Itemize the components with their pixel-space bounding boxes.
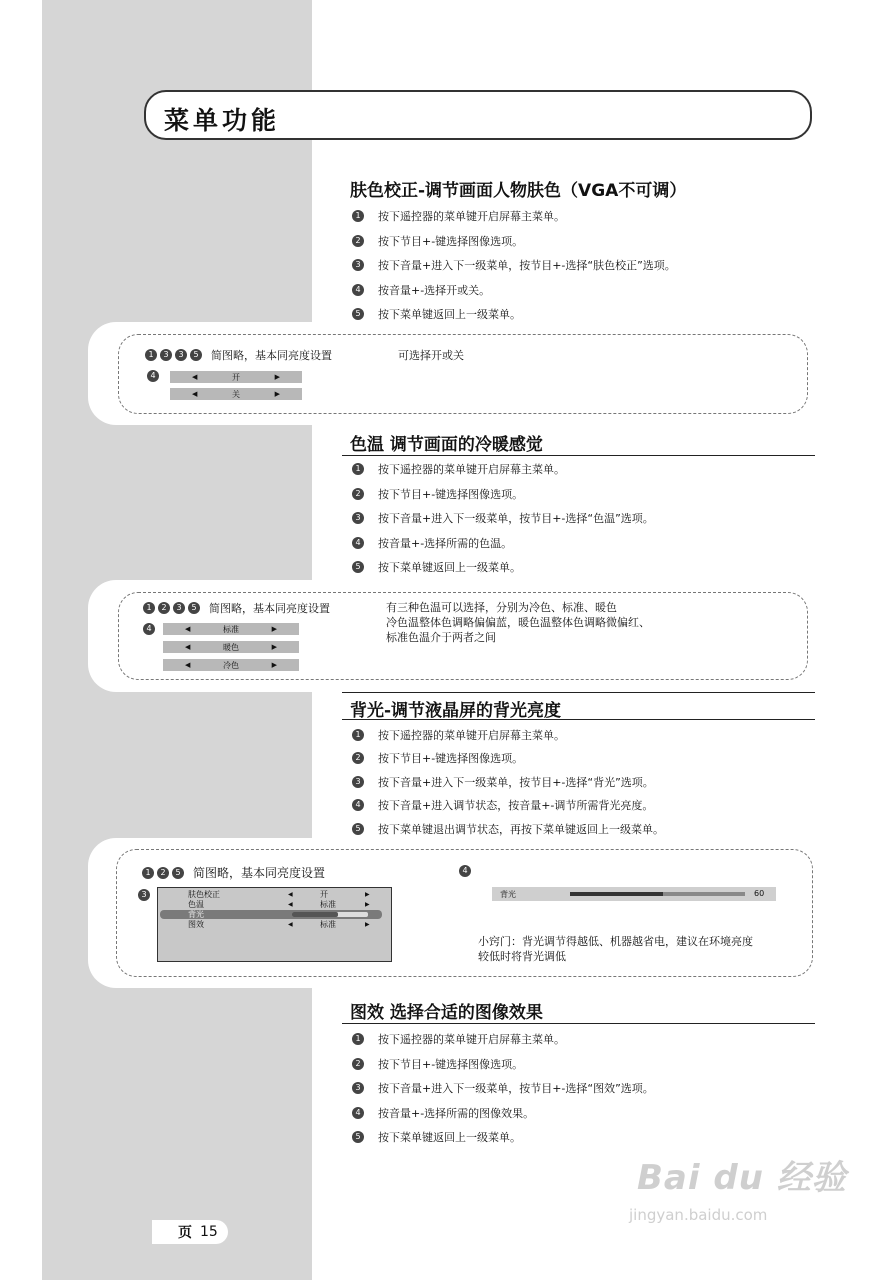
menu-row-skin-tone[interactable] <box>158 890 391 899</box>
step-text: 按下音量+进入下一级菜单，按节目+-选择“肤色校正”选项。 <box>378 259 676 273</box>
option-label: 关 <box>232 389 240 399</box>
step-text: 按下菜单键返回上一级菜单。 <box>378 1131 521 1145</box>
step-item <box>352 482 654 507</box>
step-item <box>352 229 676 254</box>
step-text: 按下音量+进入下一级菜单，按节目+-选择“色温”选项。 <box>378 512 654 526</box>
step-number-icon: 1 <box>352 210 364 222</box>
steps-color-temp <box>352 457 654 580</box>
slider-fill <box>570 892 663 896</box>
option-label: 冷色 <box>223 660 239 670</box>
step-text: 按音量+-选择开或关。 <box>378 283 491 297</box>
section-title-backlight: 背光-调节液晶屏的背光亮度 <box>350 701 562 721</box>
step-number-icon: 2 <box>158 602 170 614</box>
section-title-picture-effect: 图效 选择合适的图像效果 <box>350 1003 543 1023</box>
left-arrow-icon: ◀ <box>192 373 198 381</box>
section-divider <box>342 1023 815 1024</box>
step-number-icon: 5 <box>352 308 364 320</box>
step-number-icon: 2 <box>352 752 364 764</box>
tip-line: 小窍门：背光调节得越低、机器越省电，建议在环境亮度 <box>478 935 753 948</box>
panel-caption: 简图略，基本同亮度设置 <box>211 349 332 362</box>
step-number-icon: 4 <box>147 370 159 382</box>
note-line: 冷色温整体色调略偏偏蓝，暖色温整体色调略微偏红、 <box>386 616 650 629</box>
step-number-icon: 4 <box>352 537 364 549</box>
step-item <box>352 1052 654 1077</box>
step-text: 按下菜单键返回上一级菜单。 <box>378 308 521 322</box>
step-number-icon: 1 <box>352 1033 364 1045</box>
step-number-icon: 4 <box>352 1107 364 1119</box>
step-number-icon: 3 <box>173 602 185 614</box>
step-number-icon: 4 <box>459 865 471 877</box>
step-item <box>352 278 676 303</box>
baidu-watermark <box>629 1150 847 1224</box>
step-number-icon: 5 <box>172 867 184 879</box>
step-text: 按下遥控器的菜单键开启屏幕主菜单。 <box>378 210 565 224</box>
step-number-icon: 2 <box>352 488 364 500</box>
steps-skin-tone <box>352 204 676 327</box>
step-item <box>352 531 654 556</box>
section-divider-top <box>342 692 815 693</box>
steps-backlight <box>352 723 664 841</box>
step-number-icon: 2 <box>352 235 364 247</box>
step-number-icon: 3 <box>352 259 364 271</box>
slider-label: 背光 <box>500 890 516 899</box>
right-arrow-icon: ▶ <box>365 891 370 898</box>
menu-row-label: 色温 <box>188 900 204 909</box>
menu-row-label: 图效 <box>188 920 204 929</box>
right-arrow-icon: ▶ <box>274 390 280 398</box>
page-label: 页 <box>178 1225 192 1241</box>
step-number-icon: 4 <box>352 799 364 811</box>
step-text: 按下音量+进入下一级菜单，按节目+-选择“图效”选项。 <box>378 1082 654 1096</box>
right-arrow-icon: ▶ <box>365 921 370 928</box>
right-arrow-icon: ▶ <box>271 661 277 669</box>
option-on[interactable] <box>170 371 302 383</box>
option-label: 标准 <box>223 624 239 634</box>
panel-color-temp-label <box>143 600 330 616</box>
left-arrow-icon: ◀ <box>185 661 191 669</box>
watermark-url: jingyan.baidu.com <box>629 1206 768 1224</box>
left-arrow-icon: ◀ <box>192 390 198 398</box>
left-arrow-icon: ◀ <box>185 643 191 651</box>
step-text: 按下菜单键返回上一级菜单。 <box>378 561 521 575</box>
right-arrow-icon: ▶ <box>365 901 370 908</box>
step-text: 按下遥控器的菜单键开启屏幕主菜单。 <box>378 1033 565 1047</box>
step-number-icon: 3 <box>352 1082 364 1094</box>
option-warm[interactable] <box>163 641 299 653</box>
step-number-icon: 5 <box>188 602 200 614</box>
step-number-icon: 4 <box>143 623 155 635</box>
steps-picture-effect <box>352 1027 654 1150</box>
panel-caption: 简图略，基本同亮度设置 <box>193 866 326 880</box>
step-number-icon: 3 <box>352 776 364 788</box>
step-text: 按下遥控器的菜单键开启屏幕主菜单。 <box>378 463 565 477</box>
step-number-icon: 1 <box>145 349 157 361</box>
step-item <box>352 506 654 531</box>
left-arrow-icon: ◀ <box>288 921 293 928</box>
menu-row-picture-effect[interactable] <box>158 920 391 929</box>
step-item <box>352 1076 654 1101</box>
step-item <box>352 747 664 771</box>
step-text: 按下节目+-键选择图像选项。 <box>378 487 524 501</box>
menu-row-label: 背光 <box>188 910 204 919</box>
menu-row-value: 标准 <box>320 900 336 909</box>
step-number-icon: 5 <box>190 349 202 361</box>
step-text: 按音量+-选择所需的图像效果。 <box>378 1106 535 1120</box>
step-number-icon: 3 <box>160 349 172 361</box>
section-divider <box>342 719 815 720</box>
right-arrow-icon: ▶ <box>271 643 277 651</box>
step-number-icon: 1 <box>352 729 364 741</box>
step-item <box>352 1125 654 1150</box>
option-label: 暖色 <box>223 642 239 652</box>
backlight-mini-bar <box>292 912 368 917</box>
picture-submenu <box>157 887 392 962</box>
step-item <box>352 253 676 278</box>
step-number-icon: 2 <box>157 867 169 879</box>
section-title-color-temp: 色温 调节画面的冷暖感觉 <box>350 435 543 455</box>
step-item <box>352 1027 654 1052</box>
note-line: 标准色温介于两者之间 <box>386 631 496 644</box>
step-number-icon: 3 <box>352 512 364 524</box>
step-text: 按下遥控器的菜单键开启屏幕主菜单。 <box>378 728 565 742</box>
step-number-icon: 1 <box>352 463 364 475</box>
step-item <box>352 555 654 580</box>
slider-value: 60 <box>754 889 765 898</box>
step-item <box>352 204 676 229</box>
step-text: 按下节目+-键选择图像选项。 <box>378 234 524 248</box>
option-standard[interactable] <box>163 623 299 635</box>
menu-row-backlight[interactable] <box>160 910 382 919</box>
menu-row-value: 开 <box>320 890 328 899</box>
page-title-box <box>144 90 812 140</box>
step-text: 按下音量+进入下一级菜单，按节目+-选择“背光”选项。 <box>378 775 654 789</box>
option-cool[interactable] <box>163 659 299 671</box>
step-text: 按下菜单键退出调节状态，再按下菜单键返回上一级菜单。 <box>378 822 664 836</box>
step-item <box>352 794 664 818</box>
section-title-skin-tone: 肤色校正-调节画面人物肤色（VGA不可调） <box>350 181 687 201</box>
step-number-icon: 1 <box>142 867 154 879</box>
step-number-icon: 4 <box>352 284 364 296</box>
step-number-icon: 5 <box>352 1131 364 1143</box>
option-label: 开 <box>232 372 240 382</box>
step-text: 按下音量+进入调节状态，按音量+-调节所需背光亮度。 <box>378 799 654 813</box>
watermark-logo: Bai du 经验 <box>637 1158 847 1198</box>
section-divider <box>342 455 815 456</box>
right-arrow-icon: ▶ <box>271 625 277 633</box>
panel-note: 可选择开或关 <box>398 349 464 362</box>
panel-caption: 简图略，基本同亮度设置 <box>209 602 330 615</box>
step-item <box>352 1101 654 1126</box>
left-arrow-icon: ◀ <box>288 891 293 898</box>
step-text: 按下节目+-键选择图像选项。 <box>378 1057 524 1071</box>
left-arrow-icon: ◀ <box>185 625 191 633</box>
right-arrow-icon: ▶ <box>274 373 280 381</box>
step-number-icon: 3 <box>138 889 150 901</box>
backlight-slider[interactable] <box>492 887 776 901</box>
tip-line: 较低时将背光调低 <box>478 950 566 963</box>
slider-track[interactable] <box>570 892 745 896</box>
step-number-icon: 5 <box>352 823 364 835</box>
step-item <box>352 723 664 747</box>
step-number-icon: 2 <box>352 1058 364 1070</box>
panel-note <box>386 600 650 645</box>
panel-backlight-label <box>142 864 325 881</box>
page-number-value: 15 <box>200 1224 218 1240</box>
backlight-tip <box>478 934 753 964</box>
page-title: 菜单功能 <box>164 106 281 135</box>
note-line: 有三种色温可以选择，分别为冷色、标准、暖色 <box>386 601 617 614</box>
step-item <box>352 817 664 841</box>
step-item <box>352 770 664 794</box>
menu-row-color-temp[interactable] <box>158 900 391 909</box>
panel-skin-tone-label <box>145 347 332 363</box>
step-text: 按音量+-选择所需的色温。 <box>378 536 513 550</box>
backlight-mini-fill <box>292 912 338 917</box>
menu-row-label: 肤色校正 <box>188 890 220 899</box>
step-number-icon: 1 <box>143 602 155 614</box>
step-text: 按下节目+-键选择图像选项。 <box>378 752 524 766</box>
menu-row-value: 标准 <box>320 920 336 929</box>
page-number <box>152 1220 228 1244</box>
option-off[interactable] <box>170 388 302 400</box>
left-arrow-icon: ◀ <box>288 901 293 908</box>
step-number-icon: 3 <box>175 349 187 361</box>
step-item <box>352 457 654 482</box>
step-number-icon: 5 <box>352 561 364 573</box>
